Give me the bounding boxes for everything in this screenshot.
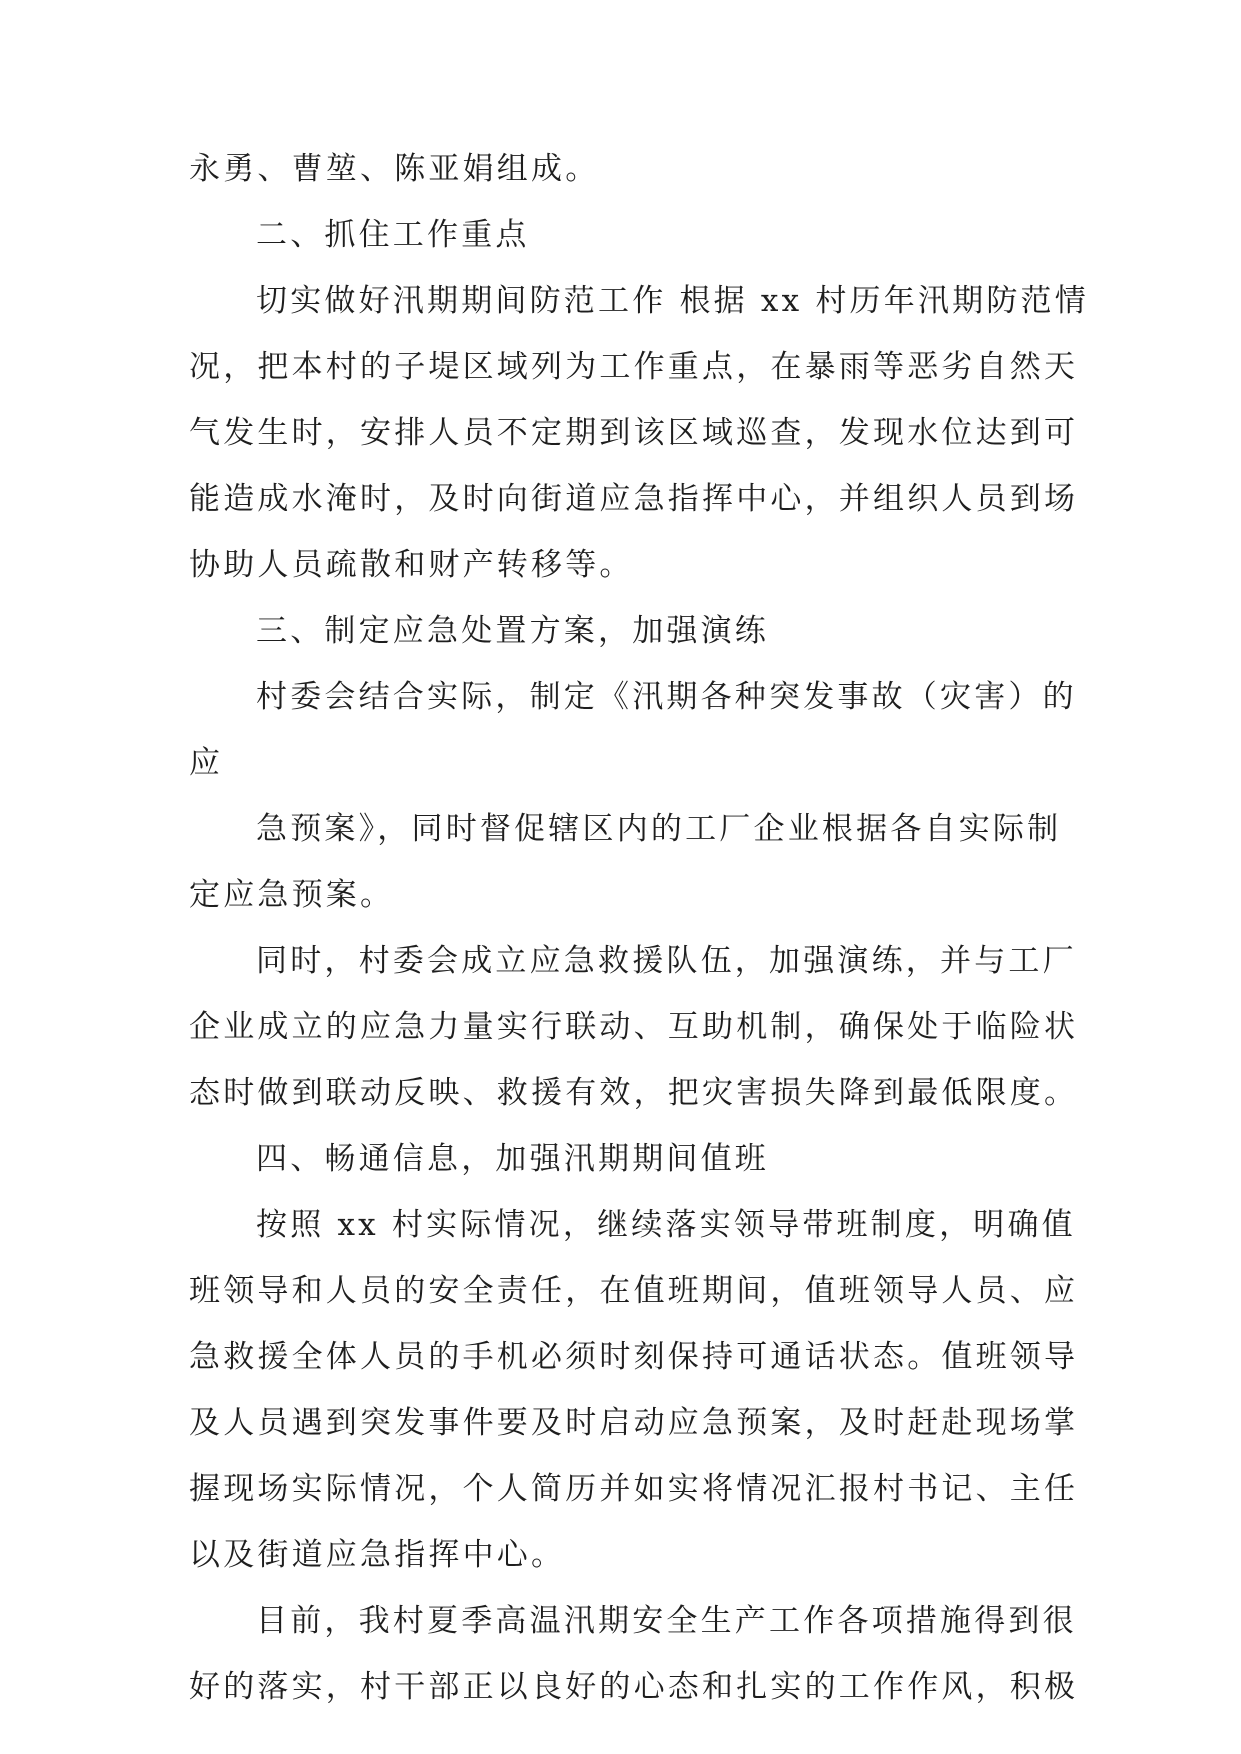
text-line: 及人员遇到突发事件要及时启动应急预案，及时赶赴现场掌 (189, 1405, 1079, 1441)
text-line: 目前，我村夏季高温汛期安全生产工作各项措施得到很 (256, 1603, 1077, 1639)
text-line: 以及街道应急指挥中心。 (189, 1537, 566, 1573)
text-line: 班领导和人员的安全责任，在值班期间，值班领导人员、应 (189, 1273, 1079, 1309)
text-line: 态时做到联动反映、救援有效，把灾害损失降到最低限度。 (189, 1075, 1079, 1111)
text-line: 永勇、曹堃、陈亚娟组成。 (189, 151, 600, 187)
text-line: 急预案》，同时督促辖区内的工厂企业根据各自实际制 (256, 811, 1062, 847)
text-line: 握现场实际情况，个人简历并如实将情况汇报村书记、主任 (189, 1471, 1079, 1507)
text-line: 同时，村委会成立应急救援队伍，加强演练，并与工厂 (256, 943, 1077, 979)
text-line: 应 (189, 745, 224, 781)
text-line: 村委会结合实际，制定《汛期各种突发事故（灾害）的 (256, 679, 1077, 715)
text-line: 况，把本村的子堤区域列为工作重点，在暴雨等恶劣自然天 (189, 349, 1079, 385)
text-line: 定应急预案。 (189, 877, 395, 913)
text-line: 能造成水淹时，及时向街道应急指挥中心，并组织人员到场 (189, 481, 1079, 517)
section-heading: 三、制定应急处置方案，加强演练 (256, 613, 769, 649)
section-heading: 四、畅通信息，加强汛期期间值班 (256, 1141, 769, 1177)
text-line: 切实做好汛期期间防范工作 根据 xx 村历年汛期防范情 (256, 283, 1089, 319)
text-line: 协助人员疏散和财产转移等。 (189, 547, 634, 583)
text-line: 好的落实，村干部正以良好的心态和扎实的工作作风，积极 (189, 1669, 1079, 1705)
text-line: 气发生时，安排人员不定期到该区域巡查，发现水位达到可 (189, 415, 1079, 451)
text-line: 急救援全体人员的手机必须时刻保持可通话状态。值班领导 (189, 1339, 1079, 1375)
text-line: 按照 xx 村实际情况，继续落实领导带班制度，明确值 (256, 1207, 1076, 1243)
text-line: 企业成立的应急力量实行联动、互助机制，确保处于临险状 (189, 1009, 1079, 1045)
section-heading: 二、抓住工作重点 (256, 217, 530, 253)
